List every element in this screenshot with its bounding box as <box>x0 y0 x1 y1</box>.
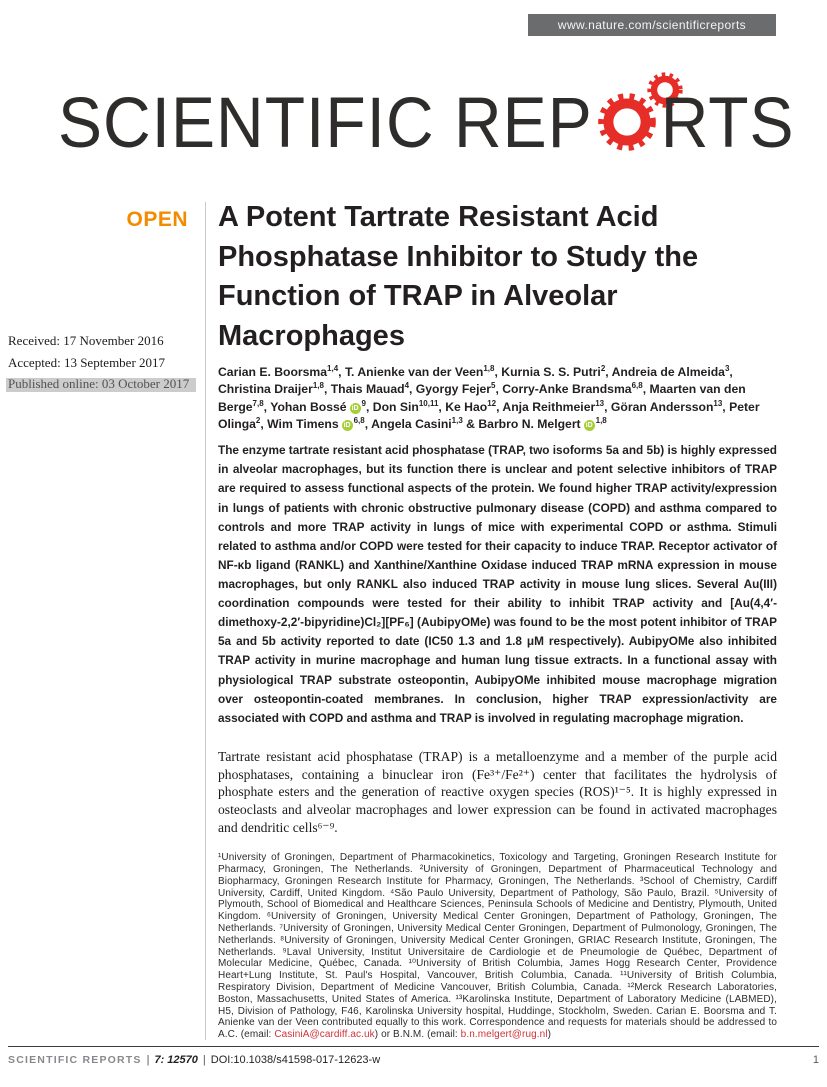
author-affiliation-sup: 13 <box>595 398 605 408</box>
affiliations-end: ) <box>547 1029 552 1041</box>
author-name: Peter Olinga <box>218 399 760 431</box>
journal-url-text: www.nature.com/scientificreports <box>557 18 747 32</box>
author-affiliation-sup: 5 <box>490 381 496 391</box>
author-name: Gyorgy Fejer <box>415 382 491 397</box>
author-name: Wim Timens <box>267 416 339 431</box>
author-affiliation-sup: 1,3 <box>451 415 463 425</box>
journal-logo <box>58 82 795 162</box>
logo-text-left: SCIENTIFIC REP <box>58 82 593 162</box>
author-name: Göran Andersson <box>610 399 714 414</box>
author-name: Anja Reithmeier <box>502 399 596 414</box>
page-footer <box>8 1046 819 1066</box>
main-column <box>218 198 777 1041</box>
author-name: Thais Mauad <box>330 382 405 397</box>
author-name: T. Anienke van der Veen <box>344 364 484 379</box>
author-affiliation-sup: 13 <box>713 398 723 408</box>
email-link-casini[interactable]: CasiniA@cardiff.ac.uk <box>274 1029 375 1041</box>
abstract: The enzyme tartrate resistant acid phosphatase (TRAP, two isoforms 5a and 5b) is highly expressed in alveolar macrophages, but its function there is unclear and potent selective inhibitors of TRAP are required to assess functional aspects of the protein. We found higher TRAP activity/expression in lungs of patients with chronic obstructive pulmonary disease (COPD) and asthma compared to controls and more TRAP activity in lungs of mice with experimental COPD or asthma. Stimuli related to asthma and/or COPD were tested for their capacity to induce TRAP. Receptor activator of NF-κb ligand (RANKL) and Xanthine/Xanthine Oxidase induced TRAP mRNA expression in mouse macrophages, but only RANKL also induced TRAP activity in mouse lung slices. Several Au(III) coordination compounds were tested for their ability to inhibit TRAP activity and [Au(4,4′-dimethoxy-2,2′-bipyridine)Cl₂][PF₆] (AubipyOMe) was found to be the most potent inhibitor of TRAP 5a and 5b activity reported to date (IC50 1.3 and 1.8 μM respectively). AubipyOMe also inhibited TRAP activity in murine macrophage and human lung tissue extracts. In a functional assay with physiological TRAP substrate osteopontin, AubipyOMe inhibited mouse macrophage migration over osteopontin-coated membranes. In conclusion, higher TRAP expression/activity are associated with COPD and asthma and TRAP is involved in regulating macrophage migration. <box>218 443 777 725</box>
intro-paragraph: Tartrate resistant acid phosphatase (TRAP) is a metalloenzyme and a member of the purple acid phosphatases, containing a binuclear iron (Fe³⁺/Fe²⁺) center that facilitates the hydrolysis of phosphate esters and the generation of reactive oxygen species (ROS)¹⁻⁵. It is highly expressed in osteoclasts and alveolar macrophages and lower expression can be found in activated macrophages and dendritic cells⁶⁻⁹. <box>218 748 777 835</box>
author-affiliation-sup: 9 <box>361 398 366 408</box>
footer-volume: 7: 12570 <box>154 1054 198 1066</box>
orcid-icon[interactable]: iD <box>343 421 351 429</box>
author-name: Ke Hao <box>445 399 488 414</box>
author-affiliation-sup: 10,11 <box>418 398 439 408</box>
author-list: Carian E. Boorsma$^{1,4}$, T. Anienke van der Veen$^{1,8}$, Kurnia S. S. Putri$^2$, Andreia de Almeida$^3$, Christina Draijer$^{1,8}$, Thais Mauad$^4$, Gyorgy Fejer$^5$, Corry-Anke Brandsma$^{6,8}$, Maarten van den Berge$^{7,8}$, Yohan Bossé $iD^9$, Don Sin$^{10,11}$, Ke Hao$^{12}$, Anja Reithmeier$^{13}$, Göran Andersson$^{13}$, Peter Olinga$^2$, Wim Timens iD$^{6,8}$, Angela Casini$^{1,3}$ & Barbro N. Melgert iD$^{1,8}$ <box>218 363 760 431</box>
author-affiliation-sup: 7,8 <box>252 398 264 408</box>
footer-separator: | <box>202 1054 206 1066</box>
author-affiliation-sup: 6,8 <box>631 381 643 391</box>
published-date: Published online: 03 October 2017 <box>8 373 200 395</box>
author-name: Don Sin <box>372 399 419 414</box>
author-affiliation-sup: 1,4 <box>327 363 339 373</box>
article-dates <box>8 330 200 395</box>
page-number: 1 <box>812 1054 819 1066</box>
column-divider <box>205 202 206 1040</box>
logo-gear-wrap <box>596 91 658 153</box>
orcid-icon[interactable]: iD <box>585 421 593 429</box>
author-affiliation-sup: 12 <box>487 398 497 408</box>
author-affiliation-sup: 4 <box>404 381 410 391</box>
article-title: A Potent Tartrate Resistant Acid Phosphatase Inhibitor to Study the Function of TRAP in Alveolar Macrophages <box>218 201 699 353</box>
email-link-melgert[interactable]: b.n.melgert@rug.nl <box>460 1029 548 1041</box>
affiliations-mid: ) or B.N.M. (email: <box>374 1029 461 1041</box>
affiliations-text: ¹University of Groningen, Department of Pharmacokinetics, Toxicology and Targeting, Groningen Research Institute for Pharmacy, Groningen, The Netherlands. ²University of Groningen, Department of Pharmaceutical Technology and Biopharmacy, Groningen Research Institute for Pharmacy, Groningen, The Netherlands. ³School of Chemistry, Cardiff University, Cardiff, United Kingdom. ⁴São Paulo University, Department of Pathology, São Paulo, Brazil. ⁵University of Plymouth, School of Biomedical and Healthcare Sciences, Peninsula Schools of Medicine and Dentistry, Plymouth, United Kingdom. ⁶University of Groningen, University Medical Center Groningen, Department of Pathology, Groningen, The Netherlands. ⁷University of Groningen, University Medical Center Groningen, Department of Pulmonology, Groningen, The Netherlands. ⁸University of Groningen, University Medical Center Groningen, GRIAC Research Institute, Groningen, The Netherlands. ⁹Laval University, Institut Universitaire de Cardiologie et de Pneumologie de Québec, Department of Molecular Medicine, Québec, Canada. ¹⁰University of British Columbia, James Hogg Research Center, Providence Heart+Lung Institute, St. Paul's Hospital, Vancouver, British Columbia, Canada. ¹¹University of British Columbia, Respiratory Division, Department of Medicine Vancouver, British Columbia, Canada. ¹²Merck Research Laboratories, Boston, Massachusetts, United States of America. ¹³Karolinska Institute, Department of Laboratory Medicine (LABMED), H5, Division of Pathology, F46, Karolinska University hospital, Huddinge, Stockholm, Sweden. Carian E. Boorsma and T. Anienke van der Veen contributed equally to this work. Correspondence and requests for materials should be addressed to A.C. (email: <box>218 852 777 1041</box>
logo-text-right: RTS <box>660 82 795 162</box>
affiliations <box>218 852 777 1041</box>
author-name: Carian E. Boorsma <box>218 364 328 379</box>
author-name: Angela Casini <box>371 416 452 431</box>
open-access-label: OPEN <box>126 208 188 231</box>
author-affiliation-sup: 3 <box>724 363 730 373</box>
author-name: Corry-Anke Brandsma <box>502 382 632 397</box>
author-name: Maarten van den Berge <box>218 382 746 414</box>
author-name: Kurnia S. S. Putri <box>501 364 601 379</box>
author-name: Barbro N. Melgert <box>478 416 581 431</box>
journal-url-bar <box>528 14 776 36</box>
footer-separator: | <box>146 1054 150 1066</box>
author-affiliation-sup: 1,8 <box>483 363 495 373</box>
accepted-date: Accepted: 13 September 2017 <box>8 354 166 370</box>
author-affiliation-sup: 2 <box>600 363 606 373</box>
footer-doi: DOI:10.1038/s41598-017-12623-w <box>210 1054 381 1066</box>
author-affiliation-sup: 6,8 <box>353 415 365 425</box>
footer-journal-name: SCIENTIFIC REPORTS <box>8 1054 142 1066</box>
author-affiliation-sup: 1,8 <box>312 381 324 391</box>
orcid-icon[interactable]: iD <box>351 404 359 412</box>
received-date: Received: 17 November 2016 <box>8 333 164 348</box>
author-affiliation-sup: 1,8 <box>595 415 607 425</box>
author-affiliation-sup: 2 <box>255 415 261 425</box>
author-name: Christina Draijer <box>218 382 313 397</box>
author-name: Andreia de Almeida <box>611 364 725 379</box>
author-name: Yohan Bossé <box>270 399 347 414</box>
